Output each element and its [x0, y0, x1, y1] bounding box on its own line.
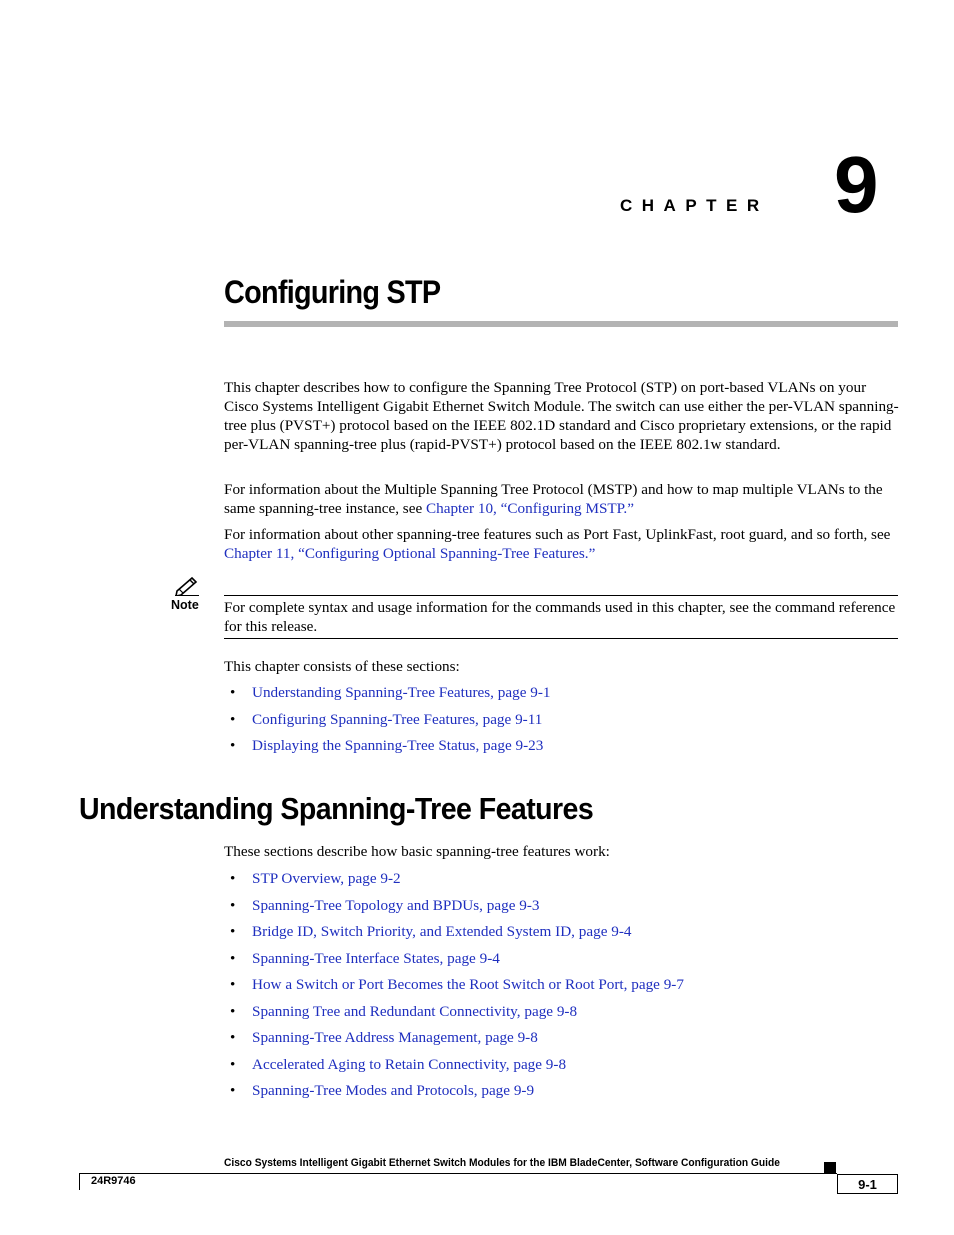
list-item — [224, 949, 684, 976]
list-item — [224, 922, 684, 949]
intro-paragraph-2 — [224, 480, 904, 518]
link-bridge-id[interactable]: Bridge ID, Switch Priority, and Extended System ID, page 9-4 — [252, 923, 632, 940]
note-top-rule — [224, 595, 898, 596]
list-item — [224, 1055, 684, 1082]
link-configuring[interactable]: Configuring Spanning-Tree Features, page 9-11 — [252, 710, 543, 728]
footer-doc-number-bracket — [79, 1174, 80, 1190]
sections-intro: This chapter consists of these sections: — [224, 658, 460, 675]
list-item — [224, 1002, 684, 1029]
link-chapter-11[interactable]: Chapter 11, “Configuring Optional Spanning-Tree Features.” — [224, 545, 596, 562]
sections-list — [224, 683, 550, 763]
link-stp-overview[interactable]: STP Overview, page 9-2 — [252, 870, 401, 887]
intro-paragraph-1: This chapter describes how to configure the Spanning Tree Protocol (STP) on port-based VLANs on your Cisco Systems Intelligent Gigabit Ethernet Switch Module. The switch can use either the per-VLAN spanning-tree plus (PVST+) protocol based on the IEEE 802.1D standard and Cisco proprietary extensions, or the rapid per-VLAN spanning-tree plus (rapid-PVST+) protocol based on the IEEE 802.1w standard. — [224, 379, 899, 453]
footer-guide-title: Cisco Systems Intelligent Gigabit Ethernet Switch Modules for the IBM BladeCenter, Software Configuration Guide — [224, 1157, 780, 1169]
link-chapter-10[interactable]: Chapter 10, “Configuring MSTP.” — [426, 500, 634, 517]
link-root-switch[interactable]: How a Switch or Port Becomes the Root Switch or Root Port, page 9-7 — [252, 976, 684, 993]
bullet: • — [230, 1002, 236, 1020]
chapter-label: CHAPTER — [620, 196, 769, 215]
link-redundant-connectivity[interactable]: Spanning Tree and Redundant Connectivity, page 9-8 — [252, 1002, 578, 1020]
footer-rule — [79, 1173, 837, 1174]
intro-paragraph-3-text: For information about other spanning-tree features such as Port Fast, UplinkFast, root guard, and so forth, see — [224, 526, 891, 543]
intro-paragraph-2-text: For information about the Multiple Spanning Tree Protocol (MSTP) and how to map multiple VLANs to the same spanning-tree instance, see — [224, 481, 883, 517]
link-topology-bpdus[interactable]: Spanning-Tree Topology and BPDUs, page 9-3 — [252, 896, 540, 914]
link-accelerated-aging[interactable]: Accelerated Aging to Retain Connectivity, page 9-8 — [252, 1055, 567, 1073]
pencil-note-icon — [174, 574, 200, 596]
bullet: • — [230, 896, 236, 914]
understanding-list — [224, 869, 684, 1108]
list-item — [224, 683, 550, 710]
bullet: • — [230, 684, 236, 701]
bullet: • — [230, 870, 236, 887]
bullet: • — [230, 923, 236, 940]
list-item — [224, 1081, 684, 1108]
page-title: Configuring STP — [224, 274, 441, 310]
title-rule — [224, 321, 898, 327]
bullet: • — [230, 737, 236, 754]
chapter-number: 9 — [834, 140, 879, 229]
bullet: • — [230, 1082, 236, 1099]
list-item — [224, 896, 684, 923]
bullet: • — [230, 1055, 236, 1073]
list-item — [224, 1028, 684, 1055]
bullet: • — [230, 976, 236, 993]
list-item — [224, 710, 550, 737]
note-bottom-rule — [224, 638, 898, 639]
page-number: 9-1 — [837, 1174, 898, 1194]
intro-paragraph-3 — [224, 525, 904, 563]
note-text: For complete syntax and usage information for the commands used in this chapter, see the command reference for this release. — [224, 599, 896, 635]
list-item — [224, 869, 684, 896]
bullet: • — [230, 949, 236, 967]
link-modes-protocols[interactable]: Spanning-Tree Modes and Protocols, page 9-9 — [252, 1082, 535, 1099]
understanding-intro: These sections describe how basic spanning-tree features work: — [224, 843, 610, 860]
section-heading: Understanding Spanning-Tree Features — [79, 791, 594, 826]
link-understanding[interactable]: Understanding Spanning-Tree Features, page 9-1 — [252, 684, 551, 701]
bullet: • — [230, 1029, 236, 1046]
link-address-management[interactable]: Spanning-Tree Address Management, page 9-8 — [252, 1029, 538, 1046]
link-interface-states[interactable]: Spanning-Tree Interface States, page 9-4 — [252, 949, 500, 967]
list-item — [224, 736, 550, 763]
bullet: • — [230, 710, 236, 728]
list-item — [224, 975, 684, 1002]
link-displaying[interactable]: Displaying the Spanning-Tree Status, page 9-23 — [252, 737, 544, 754]
note-label: Note — [171, 598, 199, 612]
footer-doc-number: 24R9746 — [91, 1175, 136, 1187]
